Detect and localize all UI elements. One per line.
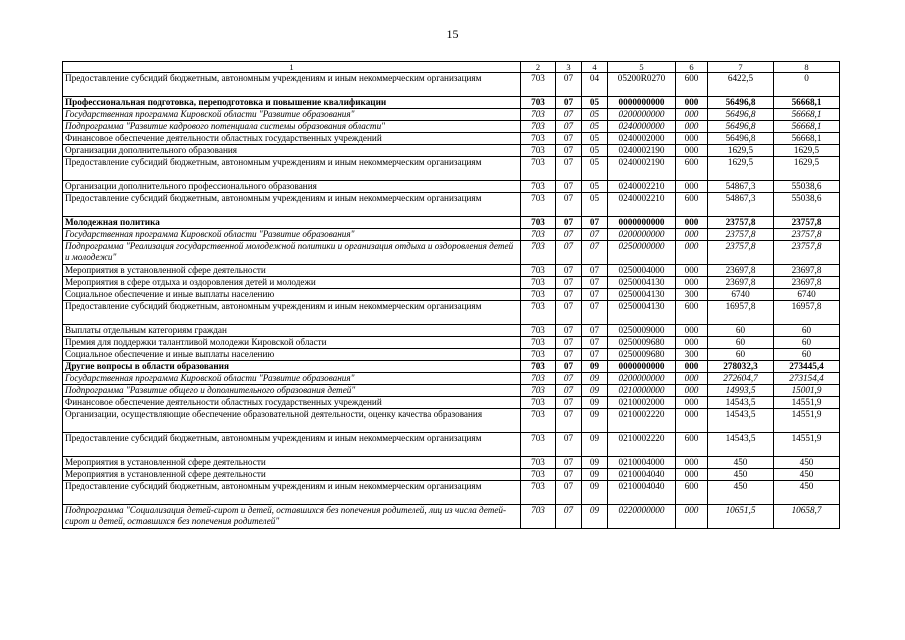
row-name-cell: Подпрограмма "Реализация государственной молодежной политики и организация отдыха и оздоровления детей и молодежи" (63, 241, 521, 265)
row-section-cell: 07 (556, 181, 582, 193)
row-name-cell: Мероприятия в установленной сфере деятельности (63, 469, 521, 481)
row-amount-year2-cell: 273154,4 (774, 373, 840, 385)
page-number: 15 (446, 27, 459, 41)
row-section-cell: 07 (556, 277, 582, 289)
row-subsection-cell: 09 (582, 505, 608, 529)
row-target-article-cell: 0210004000 (608, 457, 676, 469)
row-target-article-cell: 0210002220 (608, 409, 676, 433)
row-name-cell: Молодежная политика (63, 217, 521, 229)
row-amount-year2-cell: 23697,8 (774, 265, 840, 277)
row-expense-type-cell: 000 (676, 217, 708, 229)
row-amount-year1-cell: 23757,8 (708, 229, 774, 241)
row-name-cell: Другие вопросы в области образования (63, 361, 521, 373)
row-amount-year2-cell: 0 (774, 73, 840, 97)
row-amount-year1-cell: 56496,8 (708, 121, 774, 133)
row-target-article-cell: 0210002000 (608, 397, 676, 409)
row-code-cell: 703 (521, 193, 556, 217)
column-header: 5 (608, 62, 676, 73)
row-target-article-cell: 05200R0270 (608, 73, 676, 97)
row-section-cell: 07 (556, 361, 582, 373)
row-expense-type-cell: 000 (676, 133, 708, 145)
row-code-cell: 703 (521, 289, 556, 301)
row-name-cell: Премия для поддержки талантливой молодежи Кировской области (63, 337, 521, 349)
row-expense-type-cell: 000 (676, 97, 708, 109)
row-subsection-cell: 05 (582, 121, 608, 133)
row-amount-year2-cell: 23757,8 (774, 229, 840, 241)
row-expense-type-cell: 000 (676, 373, 708, 385)
row-section-cell: 07 (556, 349, 582, 361)
table-row (63, 157, 840, 181)
row-code-cell: 703 (521, 433, 556, 457)
row-target-article-cell: 0240002000 (608, 133, 676, 145)
row-expense-type-cell: 000 (676, 385, 708, 397)
row-name-cell: Профессиональная подготовка, переподготовка и повышение квалификации (63, 97, 521, 109)
row-target-article-cell: 0250004130 (608, 301, 676, 325)
row-expense-type-cell: 000 (676, 361, 708, 373)
row-amount-year1-cell: 450 (708, 469, 774, 481)
row-amount-year2-cell: 14551,9 (774, 409, 840, 433)
row-subsection-cell: 04 (582, 73, 608, 97)
row-section-cell: 07 (556, 409, 582, 433)
row-amount-year1-cell: 14543,5 (708, 433, 774, 457)
row-subsection-cell: 07 (582, 325, 608, 337)
row-target-article-cell: 0250009000 (608, 325, 676, 337)
row-amount-year2-cell: 15001,9 (774, 385, 840, 397)
row-target-article-cell: 0000000000 (608, 361, 676, 373)
row-target-article-cell: 0250004000 (608, 265, 676, 277)
table-row (63, 373, 840, 385)
row-subsection-cell: 05 (582, 109, 608, 121)
row-amount-year1-cell: 23697,8 (708, 277, 774, 289)
row-code-cell: 703 (521, 301, 556, 325)
row-amount-year1-cell: 10651,5 (708, 505, 774, 529)
row-subsection-cell: 07 (582, 301, 608, 325)
row-code-cell: 703 (521, 397, 556, 409)
row-amount-year1-cell: 60 (708, 337, 774, 349)
row-amount-year2-cell: 23757,8 (774, 217, 840, 229)
row-name-cell: Мероприятия в сфере отдыха и оздоровления детей и молодежи (63, 277, 521, 289)
row-amount-year1-cell: 56496,8 (708, 97, 774, 109)
row-section-cell: 07 (556, 109, 582, 121)
table-row (63, 277, 840, 289)
row-target-article-cell: 0240002190 (608, 145, 676, 157)
row-amount-year1-cell: 450 (708, 481, 774, 505)
row-target-article-cell: 0200000000 (608, 373, 676, 385)
row-name-cell: Государственная программа Кировской области "Развитие образования" (63, 373, 521, 385)
row-subsection-cell: 05 (582, 97, 608, 109)
row-subsection-cell: 09 (582, 457, 608, 469)
row-name-cell: Подпрограмма "Развитие общего и дополнительного образования детей" (63, 385, 521, 397)
row-subsection-cell: 09 (582, 397, 608, 409)
row-expense-type-cell: 600 (676, 73, 708, 97)
column-header: 3 (556, 62, 582, 73)
row-expense-type-cell: 000 (676, 409, 708, 433)
row-expense-type-cell: 000 (676, 505, 708, 529)
row-expense-type-cell: 000 (676, 265, 708, 277)
row-expense-type-cell: 000 (676, 277, 708, 289)
row-amount-year1-cell: 272604,7 (708, 373, 774, 385)
row-section-cell: 07 (556, 73, 582, 97)
row-code-cell: 703 (521, 277, 556, 289)
row-amount-year2-cell: 450 (774, 469, 840, 481)
row-amount-year2-cell: 60 (774, 325, 840, 337)
row-section-cell: 07 (556, 97, 582, 109)
row-subsection-cell: 07 (582, 265, 608, 277)
row-amount-year2-cell: 23757,8 (774, 241, 840, 265)
row-amount-year1-cell: 23697,8 (708, 265, 774, 277)
column-header: 8 (774, 62, 840, 73)
row-code-cell: 703 (521, 145, 556, 157)
table-body (63, 62, 840, 529)
row-target-article-cell: 0000000000 (608, 217, 676, 229)
row-amount-year2-cell: 55038,6 (774, 193, 840, 217)
row-target-article-cell: 0250004130 (608, 277, 676, 289)
row-section-cell: 07 (556, 289, 582, 301)
table-row (63, 325, 840, 337)
row-amount-year2-cell: 56668,1 (774, 97, 840, 109)
row-amount-year2-cell: 14551,9 (774, 433, 840, 457)
row-name-cell: Государственная программа Кировской области "Развитие образования" (63, 109, 521, 121)
row-amount-year2-cell: 56668,1 (774, 121, 840, 133)
row-amount-year2-cell: 23697,8 (774, 277, 840, 289)
row-amount-year2-cell: 1629,5 (774, 157, 840, 181)
row-target-article-cell: 0240002190 (608, 157, 676, 181)
row-subsection-cell: 07 (582, 337, 608, 349)
row-section-cell: 07 (556, 133, 582, 145)
row-amount-year2-cell: 450 (774, 481, 840, 505)
row-section-cell: 07 (556, 457, 582, 469)
row-section-cell: 07 (556, 157, 582, 181)
row-target-article-cell: 0210002220 (608, 433, 676, 457)
row-section-cell: 07 (556, 325, 582, 337)
row-section-cell: 07 (556, 121, 582, 133)
row-code-cell: 703 (521, 481, 556, 505)
table-row (63, 121, 840, 133)
row-code-cell: 703 (521, 133, 556, 145)
row-code-cell: 703 (521, 325, 556, 337)
table-row (63, 241, 840, 265)
column-header: 6 (676, 62, 708, 73)
row-code-cell: 703 (521, 73, 556, 97)
row-code-cell: 703 (521, 265, 556, 277)
row-amount-year1-cell: 14543,5 (708, 409, 774, 433)
table-row (63, 193, 840, 217)
row-expense-type-cell: 300 (676, 289, 708, 301)
row-amount-year1-cell: 278032,3 (708, 361, 774, 373)
row-subsection-cell: 07 (582, 229, 608, 241)
row-amount-year2-cell: 450 (774, 457, 840, 469)
row-code-cell: 703 (521, 361, 556, 373)
row-target-article-cell: 0240002210 (608, 193, 676, 217)
row-target-article-cell: 0250009680 (608, 337, 676, 349)
row-expense-type-cell: 600 (676, 481, 708, 505)
row-expense-type-cell: 000 (676, 181, 708, 193)
column-header: 1 (63, 62, 521, 73)
row-amount-year1-cell: 1629,5 (708, 157, 774, 181)
row-code-cell: 703 (521, 229, 556, 241)
table-row (63, 109, 840, 121)
table-row (63, 133, 840, 145)
table-row (63, 289, 840, 301)
row-name-cell: Финансовое обеспечение деятельности областных государственных учреждений (63, 133, 521, 145)
row-name-cell: Подпрограмма "Развитие кадрового потенциала системы образования области" (63, 121, 521, 133)
row-section-cell: 07 (556, 193, 582, 217)
table-row (63, 301, 840, 325)
row-code-cell: 703 (521, 157, 556, 181)
row-subsection-cell: 05 (582, 133, 608, 145)
row-subsection-cell: 05 (582, 157, 608, 181)
row-expense-type-cell: 000 (676, 229, 708, 241)
row-name-cell: Предоставление субсидий бюджетным, автономным учреждениям и иным некоммерческим организациям (63, 73, 521, 97)
row-name-cell: Предоставление субсидий бюджетным, автономным учреждениям и иным некоммерческим организациям (63, 193, 521, 217)
row-subsection-cell: 05 (582, 193, 608, 217)
row-name-cell: Организации дополнительного образования (63, 145, 521, 157)
row-name-cell: Финансовое обеспечение деятельности областных государственных учреждений (63, 397, 521, 409)
budget-table (62, 61, 840, 529)
row-target-article-cell: 0220000000 (608, 505, 676, 529)
row-name-cell: Предоставление субсидий бюджетным, автономным учреждениям и иным некоммерческим организациям (63, 301, 521, 325)
row-name-cell: Предоставление субсидий бюджетным, автономным учреждениям и иным некоммерческим организациям (63, 157, 521, 181)
row-code-cell: 703 (521, 409, 556, 433)
row-amount-year2-cell: 56668,1 (774, 109, 840, 121)
table-row (63, 397, 840, 409)
row-name-cell: Предоставление субсидий бюджетным, автономным учреждениям и иным некоммерческим организациям (63, 433, 521, 457)
row-target-article-cell: 0000000000 (608, 97, 676, 109)
row-code-cell: 703 (521, 217, 556, 229)
row-amount-year1-cell: 56496,8 (708, 109, 774, 121)
table-row (63, 145, 840, 157)
row-section-cell: 07 (556, 385, 582, 397)
row-expense-type-cell: 000 (676, 397, 708, 409)
row-amount-year1-cell: 6422,5 (708, 73, 774, 97)
row-subsection-cell: 09 (582, 373, 608, 385)
row-amount-year2-cell: 56668,1 (774, 133, 840, 145)
row-target-article-cell: 0200000000 (608, 109, 676, 121)
row-code-cell: 703 (521, 457, 556, 469)
row-target-article-cell: 0210004040 (608, 469, 676, 481)
column-header: 2 (521, 62, 556, 73)
table-row (63, 385, 840, 397)
row-name-cell: Организации дополнительного профессионального образования (63, 181, 521, 193)
row-code-cell: 703 (521, 385, 556, 397)
row-section-cell: 07 (556, 373, 582, 385)
table-row (63, 349, 840, 361)
table-row (63, 265, 840, 277)
row-subsection-cell: 09 (582, 433, 608, 457)
row-amount-year2-cell: 6740 (774, 289, 840, 301)
row-section-cell: 07 (556, 265, 582, 277)
table-row (63, 361, 840, 373)
row-expense-type-cell: 000 (676, 325, 708, 337)
row-subsection-cell: 09 (582, 385, 608, 397)
row-target-article-cell: 0250009680 (608, 349, 676, 361)
row-amount-year2-cell: 1629,5 (774, 145, 840, 157)
row-expense-type-cell: 300 (676, 349, 708, 361)
row-section-cell: 07 (556, 301, 582, 325)
row-amount-year1-cell: 54867,3 (708, 181, 774, 193)
row-expense-type-cell: 600 (676, 301, 708, 325)
row-name-cell: Выплаты отдельным категориям граждан (63, 325, 521, 337)
row-expense-type-cell: 600 (676, 433, 708, 457)
row-code-cell: 703 (521, 505, 556, 529)
table-row (63, 97, 840, 109)
row-section-cell: 07 (556, 433, 582, 457)
row-name-cell: Организации, осуществляющие обеспечение образовательной деятельности, оценку качества образования (63, 409, 521, 433)
row-target-article-cell: 0240000000 (608, 121, 676, 133)
table-row (63, 217, 840, 229)
table-row (63, 433, 840, 457)
row-subsection-cell: 09 (582, 361, 608, 373)
row-code-cell: 703 (521, 337, 556, 349)
row-subsection-cell: 09 (582, 469, 608, 481)
column-header: 7 (708, 62, 774, 73)
row-section-cell: 07 (556, 397, 582, 409)
row-amount-year2-cell: 16957,8 (774, 301, 840, 325)
row-section-cell: 07 (556, 469, 582, 481)
table-row (63, 73, 840, 97)
row-code-cell: 703 (521, 241, 556, 265)
row-subsection-cell: 05 (582, 181, 608, 193)
row-name-cell: Социальное обеспечение и иные выплаты населению (63, 289, 521, 301)
row-amount-year1-cell: 60 (708, 325, 774, 337)
column-header: 4 (582, 62, 608, 73)
row-amount-year2-cell: 60 (774, 349, 840, 361)
row-section-cell: 07 (556, 337, 582, 349)
row-subsection-cell: 07 (582, 289, 608, 301)
row-subsection-cell: 07 (582, 349, 608, 361)
row-name-cell: Подпрограмма "Социализация детей-сирот и детей, оставшихся без попечения родителей, лиц из числа детей-сирот и детей, оставшихся без попечения родителей" (63, 505, 521, 529)
row-amount-year1-cell: 54867,3 (708, 193, 774, 217)
row-subsection-cell: 07 (582, 241, 608, 265)
row-code-cell: 703 (521, 109, 556, 121)
row-amount-year1-cell: 14993,5 (708, 385, 774, 397)
row-section-cell: 07 (556, 217, 582, 229)
row-amount-year1-cell: 6740 (708, 289, 774, 301)
row-section-cell: 07 (556, 505, 582, 529)
row-name-cell: Предоставление субсидий бюджетным, автономным учреждениям и иным некоммерческим организациям (63, 481, 521, 505)
table-row (63, 505, 840, 529)
row-amount-year2-cell: 10658,7 (774, 505, 840, 529)
row-expense-type-cell: 600 (676, 193, 708, 217)
row-amount-year2-cell: 273445,4 (774, 361, 840, 373)
row-amount-year1-cell: 23757,8 (708, 217, 774, 229)
row-code-cell: 703 (521, 97, 556, 109)
row-amount-year1-cell: 1629,5 (708, 145, 774, 157)
row-subsection-cell: 07 (582, 277, 608, 289)
table-row (63, 337, 840, 349)
table-row (63, 457, 840, 469)
row-expense-type-cell: 000 (676, 337, 708, 349)
row-amount-year1-cell: 56496,8 (708, 133, 774, 145)
row-amount-year2-cell: 55038,6 (774, 181, 840, 193)
row-amount-year2-cell: 14551,9 (774, 397, 840, 409)
row-section-cell: 07 (556, 229, 582, 241)
table-row (63, 409, 840, 433)
row-target-article-cell: 0210004040 (608, 481, 676, 505)
row-subsection-cell: 09 (582, 481, 608, 505)
row-expense-type-cell: 000 (676, 145, 708, 157)
row-amount-year2-cell: 60 (774, 337, 840, 349)
row-target-article-cell: 0210000000 (608, 385, 676, 397)
row-subsection-cell: 05 (582, 145, 608, 157)
row-subsection-cell: 09 (582, 409, 608, 433)
row-target-article-cell: 0200000000 (608, 229, 676, 241)
table-header-row (63, 62, 840, 73)
row-section-cell: 07 (556, 241, 582, 265)
row-expense-type-cell: 000 (676, 121, 708, 133)
row-amount-year1-cell: 23757,8 (708, 241, 774, 265)
row-section-cell: 07 (556, 481, 582, 505)
row-name-cell: Мероприятия в установленной сфере деятельности (63, 265, 521, 277)
row-code-cell: 703 (521, 181, 556, 193)
row-subsection-cell: 07 (582, 217, 608, 229)
row-target-article-cell: 0240002210 (608, 181, 676, 193)
row-expense-type-cell: 000 (676, 469, 708, 481)
row-name-cell: Государственная программа Кировской области "Развитие образования" (63, 229, 521, 241)
row-target-article-cell: 0250000000 (608, 241, 676, 265)
row-expense-type-cell: 000 (676, 241, 708, 265)
row-amount-year1-cell: 60 (708, 349, 774, 361)
row-expense-type-cell: 000 (676, 109, 708, 121)
row-section-cell: 07 (556, 145, 582, 157)
row-name-cell: Социальное обеспечение и иные выплаты населению (63, 349, 521, 361)
row-amount-year1-cell: 16957,8 (708, 301, 774, 325)
row-target-article-cell: 0250004130 (608, 289, 676, 301)
row-code-cell: 703 (521, 373, 556, 385)
table-row (63, 481, 840, 505)
table-row (63, 229, 840, 241)
row-expense-type-cell: 600 (676, 157, 708, 181)
row-amount-year1-cell: 14543,5 (708, 397, 774, 409)
row-code-cell: 703 (521, 469, 556, 481)
row-code-cell: 703 (521, 349, 556, 361)
table-row (63, 181, 840, 193)
table-row (63, 469, 840, 481)
row-expense-type-cell: 000 (676, 457, 708, 469)
row-code-cell: 703 (521, 121, 556, 133)
row-name-cell: Мероприятия в установленной сфере деятельности (63, 457, 521, 469)
row-amount-year1-cell: 450 (708, 457, 774, 469)
